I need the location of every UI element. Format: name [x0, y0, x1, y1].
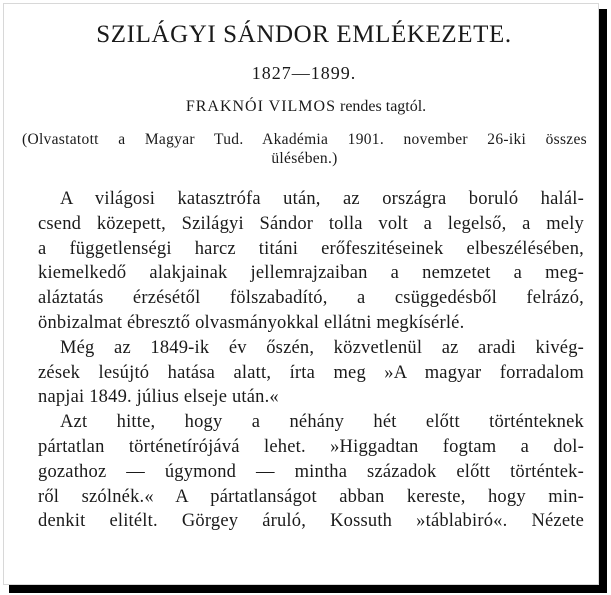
paragraph-3-line-2: pártatlan történetírójává lehet. »Higgadtan fogtam a dol- [38, 436, 584, 457]
paragraph-3-line-4: ről szólnék.« A pártatlanságot abban kereste, hogy min- [38, 486, 584, 507]
paragraph-1-line-5: aláztatás érzésétől fölszabadító, a csüggedésből felrázó, [38, 288, 584, 309]
paragraph-3-line-3: gozathoz — úgymond — mintha századok előtt történtek- [38, 461, 584, 482]
reading-note [22, 130, 587, 168]
paragraph-2-line-2: zések lesújtó hatása alatt, írta meg »A magyar forradalom [38, 362, 584, 383]
paragraph-3-line-1: Azt hitte, hogy a néhány hét előtt történteknek [60, 412, 584, 433]
paragraph-3-line-5: denkit elitélt. Görgey áruló, Kossuth »táblabiró«. Nézete [38, 511, 584, 532]
body-text [38, 187, 584, 534]
paragraph-1-line-1: A világosi katasztrófa után, az országra boruló halál- [60, 189, 584, 209]
paragraph-2-line-3: napjai 1849. július elseje után.« [38, 387, 279, 408]
paragraph-1-line-3: a függetlenségi harcz titáni erőfeszitéseinek elbeszélésében, [38, 238, 584, 259]
reading-note-line-1: (Olvastatott a Magyar Tud. Akadémia 1901. november 26-iki összes [22, 131, 587, 148]
author-line [4, 97, 599, 117]
paragraph-1-line-2: csend közepett, Szilágyi Sándor tolla volt a legelső, a mely [38, 213, 584, 234]
page-shadow-bottom [9, 585, 607, 593]
paragraph-1-line-6: önbizalmat ébresztő olvasmányokkal ellátni megkísérlé. [38, 312, 465, 333]
page-shadow-right [599, 9, 607, 589]
document-page [3, 3, 599, 585]
author-name: FRAKNÓI VILMOS [185, 98, 336, 115]
paragraph-1-line-4: kiemelkedő alakjainak jellemrajzaiban a nemzetet a meg- [38, 263, 584, 284]
document-title: SZILÁGYI SÁNDOR EMLÉKEZETE. [96, 21, 512, 48]
page-content [4, 4, 599, 585]
document-dates: 1827—1899. [251, 63, 357, 83]
reading-note-line-2: ülésében.) [271, 150, 338, 167]
paragraph-2-line-1: Még az 1849-ik év őszén, közvetlenül az aradi kivég- [60, 337, 584, 358]
author-suffix: rendes tagtól. [335, 98, 427, 115]
